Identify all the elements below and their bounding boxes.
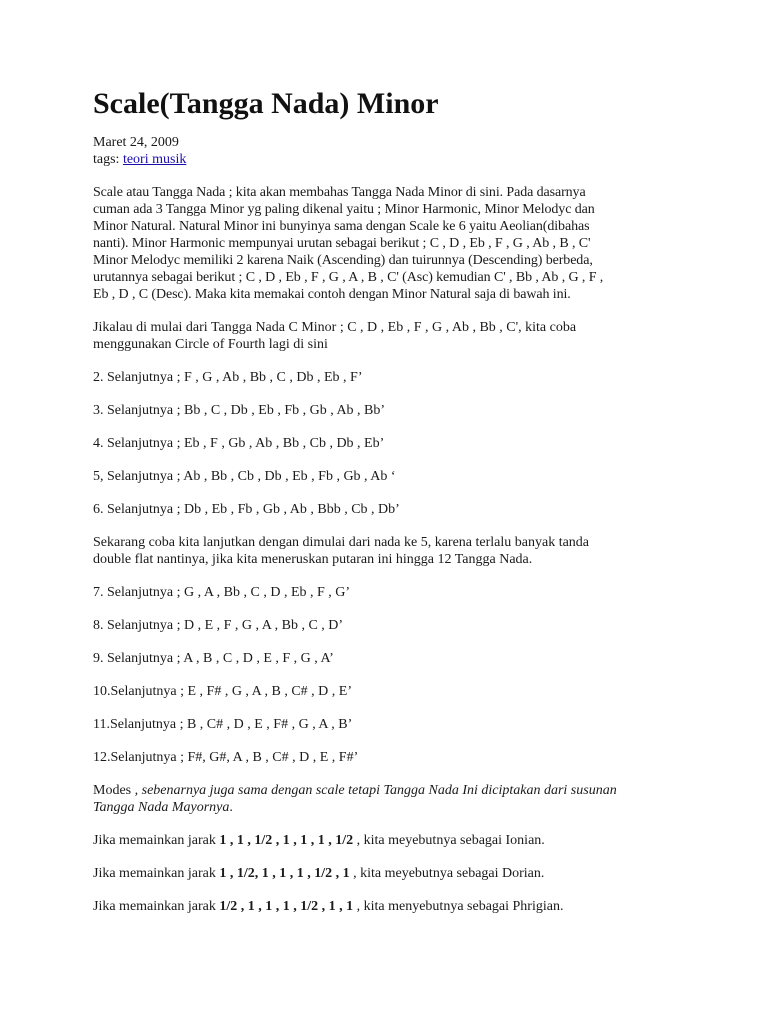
jarak-dorian <box>93 865 693 882</box>
step-item: 3. Selanjutnya ; Bb , C , Db , Eb , Fb , Gb , Ab , Bb’ <box>93 403 386 418</box>
intro-paragraph <box>93 184 693 303</box>
step-item: 10.Selanjutnya ; E , F# , G , A , B , C# , D , E’ <box>93 684 352 699</box>
jarak-pattern: 1 , 1 , 1/2 , 1 , 1 , 1 , 1/2 <box>219 833 354 848</box>
jarak-suffix: , kita menyebutnya sebagai Phrigian. <box>353 899 564 914</box>
modes-italic-2: Tangga Nada Mayornya <box>93 800 230 815</box>
jarak-pattern: 1 , 1/2, 1 , 1 , 1 , 1/2 , 1 <box>219 866 350 881</box>
jarak-prefix: Jika memainkan jarak <box>93 899 220 914</box>
tags-line <box>93 151 693 168</box>
circle-line: menggunakan Circle of Fourth lagi di sini <box>93 337 328 352</box>
jarak-ionian <box>93 832 693 849</box>
jarak-suffix: , kita meyebutnya sebagai Ionian. <box>353 833 545 848</box>
jarak-prefix: Jika memainkan jarak <box>93 866 220 881</box>
page-title: Scale(Tangga Nada) Minor <box>93 87 439 120</box>
circle-line: Jikalau di mulai dari Tangga Nada C Minor ; C , D , Eb , F , G , Ab , Bb , C', kita coba <box>93 320 577 335</box>
continue-paragraph <box>93 534 693 568</box>
jarak-pattern: 1/2 , 1 , 1 , 1 , 1/2 , 1 , 1 <box>219 899 354 914</box>
step-item: 4. Selanjutnya ; Eb , F , Gb , Ab , Bb , Cb , Db , Eb’ <box>93 436 385 451</box>
intro-line: Eb , D , C (Desc). Maka kita memakai contoh dengan Minor Natural saja di bawah ini. <box>93 287 571 302</box>
post-date: Maret 24, 2009 <box>93 135 179 150</box>
tag-link-teori-musik[interactable]: teori musik <box>122 152 187 167</box>
intro-line: cuman ada 3 Tangga Minor yg paling dikenal yaitu ; Minor Harmonic, Minor Melodyc dan <box>93 202 595 217</box>
intro-line: Scale atau Tangga Nada ; kita akan membahas Tangga Nada Minor di sini. Pada dasarnya <box>93 185 586 200</box>
intro-line: urutannya sebagai berikut ; C , D , Eb , F , G , A , B , C' (Asc) kemudian C' , Bb , Ab , G , F , <box>93 270 604 285</box>
step-item: 7. Selanjutnya ; G , A , Bb , C , D , Eb , F , G’ <box>93 585 351 600</box>
intro-line: Minor Natural. Natural Minor ini bunyinya sama dengan Scale ke 6 yaitu Aeolian(dibahas <box>93 219 590 234</box>
tags-label: tags: <box>93 152 120 167</box>
modes-italic-1: , sebenarnya juga sama dengan scale tetapi Tangga Nada Ini diciptakan dari susunan <box>131 783 617 798</box>
jarak-phrigian <box>93 898 693 915</box>
jarak-suffix: , kita meyebutnya sebagai Dorian. <box>349 866 545 881</box>
modes-end: . <box>229 800 233 815</box>
step-item: 5, Selanjutnya ; Ab , Bb , Cb , Db , Eb , Fb , Gb , Ab ‘ <box>93 469 396 484</box>
jarak-prefix: Jika memainkan jarak <box>93 833 220 848</box>
post-meta <box>93 134 693 168</box>
step-item: 6. Selanjutnya ; Db , Eb , Fb , Gb , Ab , Bbb , Cb , Db’ <box>93 502 400 517</box>
step-item: 11.Selanjutnya ; B , C# , D , E , F# , G , A , B’ <box>93 717 353 732</box>
modes-lead: Modes <box>93 783 132 798</box>
article <box>93 86 693 931</box>
circle-paragraph <box>93 319 693 353</box>
intro-line: nanti). Minor Harmonic mempunyai urutan sebagai berikut ; C , D , Eb , F , G , Ab , B , C' <box>93 236 591 251</box>
intro-line: Minor Melodyc memiliki 2 karena Naik (Ascending) dan tuirunnya (Descending) berbeda, <box>93 253 593 268</box>
step-item: 8. Selanjutnya ; D , E , F , G , A , Bb , C , D’ <box>93 618 344 633</box>
continue-line: Sekarang coba kita lanjutkan dengan dimulai dari nada ke 5, karena terlalu banyak tanda <box>93 535 590 550</box>
step-item: 2. Selanjutnya ; F , G , Ab , Bb , C , Db , Eb , F’ <box>93 370 363 385</box>
continue-line: double flat nantinya, jika kita meneruskan putaran ini hingga 12 Tangga Nada. <box>93 552 533 567</box>
step-item: 12.Selanjutnya ; F#, G#, A , B , C# , D , E , F#’ <box>93 750 359 765</box>
step-item: 9. Selanjutnya ; A , B , C , D , E , F , G , A’ <box>93 651 334 666</box>
modes-paragraph <box>93 782 693 816</box>
